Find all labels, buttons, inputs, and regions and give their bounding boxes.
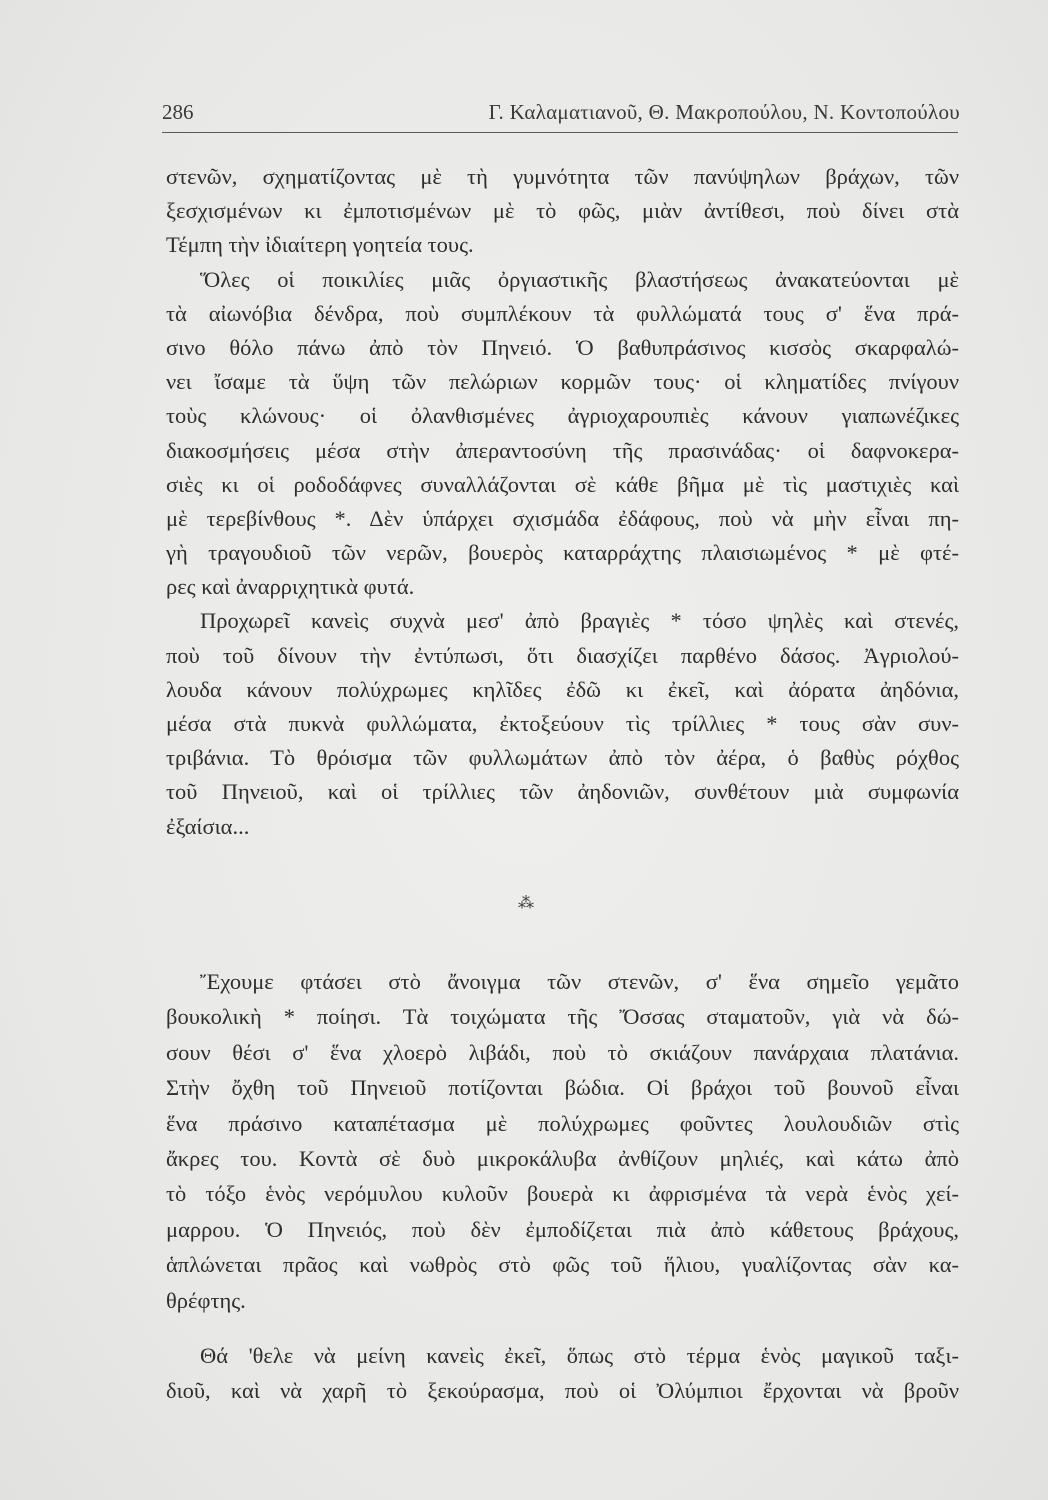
text-line: ξεσχισμένων κι ἐμποτισμένων μὲ τὸ φῶς, μιὰν ἀντίθεσι, ποὺ δίνει στὰ <box>166 198 959 224</box>
text-line: Προχωρεῖ κανεὶς συχνὰ μεσ' ἀπὸ βραγιὲς * τόσο ψηλὲς καὶ στενές, <box>200 608 959 634</box>
text-line: λουδα κάνουν πολύχρωμες κηλῖδες ἐδῶ κι ἐκεῖ, καὶ ἀόρατα ἀηδόνια, <box>166 676 959 702</box>
text-line: μὲ τερεβίνθους *. Δὲν ὑπάρχει σχισμάδα ἐδάφους, ποὺ νὰ μὴν εἶναι πη- <box>166 505 959 531</box>
text-line: σιὲς κι οἱ ροδοδάφνες συναλλάζονται σὲ κάθε βῆμα μὲ τὶς μαστιχιὲς καὶ <box>166 471 959 497</box>
text-line: ποὺ τοῦ δίνουν τὴν ἐντύπωσι, ὅτι διασχίζει παρθένο δάσος. Ἀγριολού- <box>166 642 959 668</box>
text-line: θρέφτης. <box>166 1287 246 1313</box>
text-line: τοῦ Πηνειοῦ, καὶ οἱ τρίλλιες τῶν ἀηδονιῶν, συνθέτουν μιὰ συμφωνία <box>166 779 959 805</box>
text-line: διοῦ, καὶ νὰ χαρῆ τὸ ξεκούρασμα, ποὺ οἱ Ὀλύμπιοι ἔρχονται νὰ βροῦν <box>166 1378 959 1404</box>
section-asterism: ⁂ <box>518 893 534 912</box>
text-line: ἕνα πράσινο καταπέτασμα μὲ πολύχρωμες φοῦντες λουλουδιῶν στὶς <box>166 1110 959 1136</box>
text-line: μέσα στὰ πυκνὰ φυλλώματα, ἐκτοξεύουν τὶς τρίλλιες * τους σὰν συν- <box>166 711 959 736</box>
page-number: 286 <box>162 100 194 124</box>
text-line: ἐξαίσια... <box>166 813 250 839</box>
text-line: νει ἴσαμε τὰ ὕψη τῶν πελώριων κορμῶν τους· οἱ κληματίδες πνίγουν <box>166 369 959 395</box>
text-line: γὴ τραγουδιοῦ τῶν νερῶν, βουερὸς καταρράχτης πλαισιωμένος * μὲ φτέ- <box>166 540 959 566</box>
text-block-upper <box>166 160 959 844</box>
text-line: τὸ τόξο ἑνὸς νερόμυλου κυλοῦν βουερὰ κι ἀφρισμένα τὰ νερὰ ἑνὸς χεί- <box>166 1181 959 1207</box>
text-line: στενῶν, σχηματίζοντας μὲ τὴ γυμνότητα τῶν πανύψηλων βράχων, τῶν <box>166 164 959 189</box>
text-line: τριβάνια. Τὸ θρόισμα τῶν φυλλωμάτων ἀπὸ τὸν ἀέρα, ὁ βαθὺς ρόχθος <box>166 745 959 771</box>
text-block-final <box>166 1338 959 1409</box>
text-line: Στὴν ὄχθη τοῦ Πηνειοῦ ποτίζονται βώδια. Οἱ βράχοι τοῦ βουνοῦ εἶναι <box>166 1075 959 1101</box>
text-line: ρες καὶ ἀναρριχητικὰ φυτά. <box>166 574 415 600</box>
header-rule <box>162 132 958 133</box>
text-block-lower <box>166 964 959 1318</box>
text-line: ἁπλώνεται πρᾶος καὶ νωθρὸς στὸ φῶς τοῦ ἥλιου, γυαλίζοντας σὰν κα- <box>166 1252 959 1278</box>
text-line: Θά 'θελε νὰ μείνη κανεὶς ἐκεῖ, ὅπως στὸ τέρμα ἑνὸς μαγικοῦ ταξι- <box>200 1343 959 1368</box>
text-line: σινο θόλο πάνω ἀπὸ τὸν Πηνειό. Ὁ βαθυπράσινος κισσὸς σκαρφαλώ- <box>166 334 959 360</box>
running-head: Γ. Καλαματιανοῦ, Θ. Μακροπούλου, Ν. Κοντοπούλου <box>488 100 960 124</box>
text-line: σουν θέσι σ' ἕνα χλοερὸ λιβάδι, ποὺ τὸ σκιάζουν πανάρχαια πλατάνια. <box>166 1039 959 1065</box>
text-line: μαρρου. Ὁ Πηνειός, ποὺ δὲν ἐμποδίζεται πιὰ ἀπὸ κάθετους βράχους, <box>166 1216 959 1242</box>
text-line: Ἔχουμε φτάσει στὸ ἄνοιγμα τῶν στενῶν, σ' ἕνα σημεῖο γεμᾶτο <box>200 969 959 994</box>
text-line: Ὅλες οἱ ποικιλίες μιᾶς ὀργιαστικῆς βλαστήσεως ἀνακατεύονται μὲ <box>200 266 959 292</box>
text-line: τοὺς κλώνους· οἱ ὀλανθισμένες ἀγριοχαρουπιὲς κάνουν γιαπωνέζικες <box>166 403 959 429</box>
text-line: Τέμπη τὴν ἰδιαίτερη γοητεία τους. <box>166 232 474 258</box>
text-line: βουκολικὴ * ποίησι. Τὰ τοιχώματα τῆς Ὄσσας σταματοῦν, γιὰ νὰ δώ- <box>166 1004 959 1030</box>
text-line: διακοσμήσεις μέσα στὴν ἀπεραντοσύνη τῆς πρασινάδας· οἱ δαφνοκερα- <box>166 437 959 463</box>
text-line: τὰ αἰωνόβια δένδρα, ποὺ συμπλέκουν τὰ φυλλώματά τους σ' ἕνα πρά- <box>166 300 959 326</box>
text-line: ἄκρες του. Κοντὰ σὲ δυὸ μικροκάλυβα ἀνθίζουν μηλιές, καὶ κάτω ἀπὸ <box>166 1145 959 1171</box>
page-header <box>162 96 962 130</box>
